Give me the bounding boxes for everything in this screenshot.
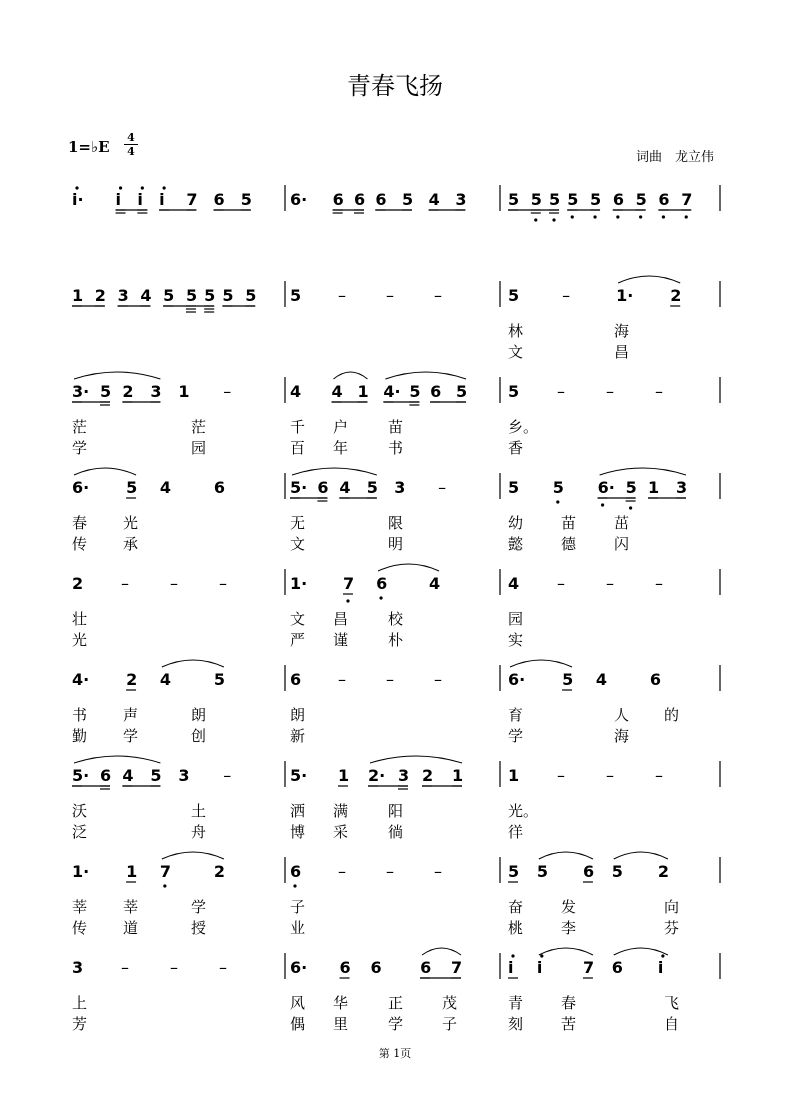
note: 1· <box>616 286 634 305</box>
note-dash: – <box>655 766 663 785</box>
slur <box>334 372 368 379</box>
note-dash: – <box>338 862 346 881</box>
note: 6 <box>611 958 623 977</box>
note-dash: – <box>338 286 346 305</box>
note: 5 <box>185 286 198 305</box>
note: 7 <box>186 190 198 209</box>
note: 6· <box>72 478 90 497</box>
lyric-char: 业 <box>290 919 306 937</box>
lyric-char: 土 <box>191 802 207 820</box>
note: 5 <box>163 286 175 305</box>
note: 2 <box>126 670 138 689</box>
slur <box>370 756 462 763</box>
lyric-char: 光 <box>123 514 139 532</box>
lyric-char: 满 <box>333 802 349 820</box>
lyric-char: 奋 <box>508 898 524 916</box>
lyric-char: 徜 <box>388 823 404 841</box>
note-dash: – <box>121 574 129 593</box>
note: 4 <box>290 382 302 401</box>
note: 6 <box>649 670 662 689</box>
note: 5 <box>508 478 520 497</box>
low-octave-dot <box>571 215 574 218</box>
note: 2 <box>670 286 682 305</box>
lyric-char: 明 <box>388 535 404 553</box>
note: 5 <box>508 286 520 305</box>
note: 5 <box>222 286 234 305</box>
high-octave-dot <box>141 186 144 189</box>
note: 6 <box>370 958 382 977</box>
note: 1 <box>508 766 520 785</box>
lyric-char: 新 <box>290 727 306 745</box>
note: 5 <box>590 190 602 209</box>
note: 6 <box>658 190 670 209</box>
lyric-char: 芬 <box>664 919 680 937</box>
note: 4 <box>508 574 520 593</box>
lyric-char: 育 <box>508 706 524 724</box>
note: 5 <box>456 382 468 401</box>
lyric-char: 沃 <box>72 802 88 820</box>
lyric-char: 茫 <box>191 418 207 436</box>
note: 3 <box>72 958 84 977</box>
note: 1· <box>72 862 90 881</box>
note: 5 <box>508 190 520 209</box>
note: 5 <box>290 286 302 305</box>
lyric-char: 茫 <box>72 418 88 436</box>
high-octave-dot <box>75 186 78 189</box>
note-dash: – <box>386 670 394 689</box>
note: 6 <box>100 766 112 785</box>
lyric-char: 千 <box>290 418 306 436</box>
note: i <box>115 190 122 209</box>
note: 1 <box>357 382 369 401</box>
note-dash: – <box>562 286 571 305</box>
lyric-char: 风 <box>290 994 306 1012</box>
lyric-char: 学 <box>508 727 524 745</box>
lyric-char: 传 <box>72 535 88 553</box>
note: i· <box>72 190 84 209</box>
note: 6 <box>290 862 302 881</box>
lyric-char: 舟 <box>191 823 207 841</box>
lyric-char: 洒 <box>290 802 306 820</box>
note: 2 <box>72 574 84 593</box>
note: 5· <box>72 766 90 785</box>
note: 3· <box>72 382 90 401</box>
lyric-char: 文 <box>508 343 524 361</box>
low-octave-dot <box>685 215 688 218</box>
lyric-char: 林 <box>508 322 524 340</box>
note: 6 <box>339 958 351 977</box>
note: 6 <box>430 382 442 401</box>
note: 6 <box>375 190 387 209</box>
lyric-char: 承 <box>123 535 139 553</box>
note: 5 <box>508 862 520 881</box>
lyric-char: 德 <box>561 535 577 553</box>
note: 3 <box>117 286 129 305</box>
lyric-char: 昌 <box>333 610 349 628</box>
note: 1 <box>452 766 464 785</box>
note: 5 <box>530 190 542 209</box>
note: 5 <box>536 862 548 881</box>
lyric-char: 茂 <box>442 994 458 1012</box>
note: 4· <box>383 382 401 401</box>
note-dash: – <box>438 478 447 497</box>
low-octave-dot <box>379 596 382 599</box>
note: 2· <box>368 766 386 785</box>
note-dash: – <box>170 574 178 593</box>
note-dash: – <box>170 958 178 977</box>
lyric-char: 限 <box>388 514 404 532</box>
note-dash: – <box>557 382 565 401</box>
lyric-char: 向 <box>664 898 680 916</box>
note: 6 <box>332 190 344 209</box>
low-octave-dot <box>293 884 296 887</box>
note: 5 <box>100 382 112 401</box>
lyric-char: 昌 <box>614 343 630 361</box>
note: 6 <box>612 190 624 209</box>
lyric-char: 正 <box>388 994 404 1012</box>
lyric-char: 学 <box>72 439 88 457</box>
lyric-char: 园 <box>191 439 207 457</box>
note-dash: – <box>557 574 565 593</box>
note: i <box>159 190 165 209</box>
lyric-char: 书 <box>72 706 88 724</box>
note: 6· <box>508 670 526 689</box>
note: 5 <box>611 862 623 881</box>
lyric-char: 莘 <box>123 898 139 916</box>
slur <box>539 948 593 955</box>
slur <box>422 948 461 955</box>
slur <box>74 756 160 763</box>
lyric-char: 苗 <box>561 514 577 532</box>
note: 6 <box>354 190 366 209</box>
slur <box>162 660 224 667</box>
lyric-char: 创 <box>191 727 207 745</box>
lyric-char: 光。 <box>508 802 539 820</box>
slur <box>510 660 572 667</box>
low-octave-dot <box>616 215 619 218</box>
note-dash: – <box>223 382 232 401</box>
note: 6 <box>290 670 302 689</box>
note-dash: – <box>606 766 614 785</box>
lyric-char: 传 <box>72 919 88 937</box>
note-dash: – <box>121 958 129 977</box>
lyric-char: 飞 <box>664 994 680 1012</box>
lyric-char: 年 <box>333 439 349 457</box>
note-dash: – <box>655 574 663 593</box>
note: 4 <box>159 478 172 497</box>
note-dash: – <box>219 958 227 977</box>
lyric-char: 校 <box>388 610 404 628</box>
composer-credit: 词曲 龙立伟 <box>636 150 715 165</box>
note: 2 <box>213 862 226 881</box>
note: 3 <box>394 478 406 497</box>
slur <box>378 564 439 571</box>
note-dash: – <box>338 670 346 689</box>
lyric-char: 泛 <box>72 823 88 841</box>
low-octave-dot <box>552 218 555 221</box>
slur <box>74 468 136 475</box>
low-octave-dot <box>629 506 632 509</box>
note: 1 <box>126 862 138 881</box>
slur <box>292 468 377 475</box>
note-dash: – <box>557 766 565 785</box>
note-dash: – <box>434 670 442 689</box>
lyric-char: 桃 <box>508 919 524 937</box>
note: 5 <box>409 382 421 401</box>
note: 6· <box>290 190 308 209</box>
note: 5 <box>552 478 564 497</box>
lyric-char: 偶 <box>290 1015 306 1033</box>
note: 5 <box>549 190 561 209</box>
note: 5 <box>567 190 579 209</box>
note: 7 <box>451 958 463 977</box>
note: 5 <box>562 670 574 689</box>
time-signature-top: 4 <box>127 131 135 144</box>
high-octave-dot <box>163 186 166 189</box>
note: 5· <box>290 766 308 785</box>
lyric-char: 园 <box>508 610 524 628</box>
lyric-char: 博 <box>290 823 306 841</box>
slur <box>614 948 668 955</box>
note: 5 <box>240 190 252 209</box>
note: 6· <box>290 958 308 977</box>
note: 4 <box>429 574 441 593</box>
low-octave-dot <box>346 599 349 602</box>
low-octave-dot <box>601 503 604 506</box>
note: 5 <box>366 478 378 497</box>
lyric-char: 学 <box>388 1015 404 1033</box>
lyric-char: 青 <box>508 994 524 1012</box>
lyric-char: 自 <box>664 1015 680 1033</box>
lyric-char: 百 <box>290 439 306 457</box>
note: 2 <box>94 286 106 305</box>
note: i <box>657 958 664 977</box>
lyric-char: 朗 <box>290 706 306 724</box>
low-octave-dot <box>662 215 665 218</box>
lyric-char: 学 <box>191 898 207 916</box>
lyric-char: 海 <box>614 322 630 340</box>
note: 6· <box>597 478 615 497</box>
high-octave-dot <box>511 954 514 957</box>
note: i <box>508 958 514 977</box>
lyric-char: 海 <box>614 727 630 745</box>
note: 1 <box>648 478 660 497</box>
lyric-char: 李 <box>561 919 577 937</box>
high-octave-dot <box>540 954 543 957</box>
slur <box>614 852 668 859</box>
note: 5 <box>508 382 520 401</box>
slur <box>385 372 466 379</box>
low-octave-dot <box>556 500 559 503</box>
lyric-char: 的 <box>664 706 680 724</box>
lyric-char: 华 <box>333 994 349 1012</box>
note: 4· <box>72 670 90 689</box>
lyric-char: 文 <box>290 535 306 553</box>
low-octave-dot <box>534 218 537 221</box>
note: 5 <box>625 478 637 497</box>
low-octave-dot <box>163 884 166 887</box>
lyric-char: 刻 <box>508 1015 524 1033</box>
note: 4 <box>159 670 172 689</box>
high-octave-dot <box>661 954 664 957</box>
lyric-char: 道 <box>123 919 139 937</box>
lyric-char: 乡。 <box>508 418 539 436</box>
note-dash: – <box>386 862 394 881</box>
lyric-char: 严 <box>290 631 306 649</box>
lyric-char: 子 <box>442 1015 458 1033</box>
lyric-char: 声 <box>123 706 139 724</box>
note: 6 <box>376 574 388 593</box>
note: 3 <box>398 766 410 785</box>
lyric-char: 授 <box>191 919 207 937</box>
note: 3 <box>455 190 467 209</box>
note: 4 <box>140 286 152 305</box>
note: 4 <box>339 478 351 497</box>
lyric-char: 勤 <box>72 727 88 745</box>
note: 4 <box>331 382 343 401</box>
lyric-char: 户 <box>333 418 349 436</box>
note: 5 <box>402 190 414 209</box>
slur <box>618 276 680 283</box>
note: 1 <box>72 286 84 305</box>
note: 1 <box>178 382 190 401</box>
note-dash: – <box>655 382 663 401</box>
note: 6 <box>213 190 225 209</box>
lyric-char: 幼 <box>508 514 524 532</box>
lyric-char: 懿 <box>508 535 524 553</box>
note: 7 <box>342 574 355 593</box>
lyric-char: 阳 <box>388 802 404 820</box>
note-dash: – <box>386 286 394 305</box>
lyric-char: 上 <box>72 994 88 1012</box>
key-signature: 1=♭E <box>68 138 110 156</box>
note: 2 <box>657 862 670 881</box>
lyric-char: 闪 <box>614 535 630 553</box>
lyric-char: 无 <box>290 514 306 532</box>
lyric-char: 苦 <box>561 1015 577 1033</box>
note: 5· <box>290 478 308 497</box>
slur <box>600 468 686 475</box>
note: 1 <box>338 766 350 785</box>
note: 6 <box>582 862 595 881</box>
note: 4 <box>595 670 608 689</box>
note: 3 <box>150 382 162 401</box>
note-dash: – <box>223 766 232 785</box>
note: 5 <box>245 286 257 305</box>
note: 4 <box>428 190 440 209</box>
lyric-char: 采 <box>333 823 349 841</box>
lyric-char: 书 <box>388 439 404 457</box>
lyric-char: 学 <box>123 727 139 745</box>
note: 7 <box>582 958 595 977</box>
lyric-char: 春 <box>561 994 577 1012</box>
note: 1· <box>290 574 308 593</box>
note-dash: – <box>606 382 614 401</box>
lyric-char: 光 <box>72 631 88 649</box>
slur <box>539 852 593 859</box>
lyric-char: 壮 <box>72 610 88 628</box>
lyric-char: 莘 <box>72 898 88 916</box>
low-octave-dot <box>639 215 642 218</box>
note: 6 <box>213 478 226 497</box>
lyric-char: 子 <box>290 898 306 916</box>
note: 2 <box>422 766 434 785</box>
lyric-char: 谨 <box>333 631 349 649</box>
note: 6 <box>317 478 329 497</box>
song-title: 青春飞扬 <box>347 72 443 100</box>
page-footer: 第 1页 <box>378 1047 412 1060</box>
low-octave-dot <box>593 215 596 218</box>
note: 3 <box>178 766 190 785</box>
lyric-char: 苗 <box>388 418 404 436</box>
note: 5 <box>213 670 226 689</box>
lyric-char: 实 <box>508 631 524 649</box>
note: 5 <box>204 286 216 305</box>
note: i <box>536 958 543 977</box>
note: 3 <box>676 478 688 497</box>
time-signature-bottom: 4 <box>127 145 135 158</box>
lyric-char: 发 <box>561 898 577 916</box>
lyric-char: 人 <box>614 706 630 724</box>
note: i <box>137 190 143 209</box>
lyric-char: 里 <box>333 1015 349 1033</box>
note: 7 <box>681 190 693 209</box>
note: 6 <box>420 958 432 977</box>
lyric-char: 朴 <box>388 631 404 649</box>
lyric-char: 朗 <box>191 706 207 724</box>
note-dash: – <box>434 862 442 881</box>
lyric-char: 文 <box>290 610 306 628</box>
note: 7 <box>159 862 172 881</box>
lyric-char: 茁 <box>614 514 630 532</box>
note-dash: – <box>219 574 227 593</box>
lyric-char: 春 <box>72 514 88 532</box>
lyric-char: 香 <box>508 439 524 457</box>
slur <box>74 372 160 379</box>
note: 5 <box>635 190 647 209</box>
slur <box>162 852 224 859</box>
lyric-char: 徉 <box>508 823 524 841</box>
note: 2 <box>122 382 134 401</box>
note: 4 <box>122 766 134 785</box>
note-dash: – <box>606 574 614 593</box>
note: 5 <box>150 766 162 785</box>
lyric-char: 芳 <box>72 1015 88 1033</box>
high-octave-dot <box>119 186 122 189</box>
note: 5 <box>126 478 138 497</box>
note-dash: – <box>434 286 442 305</box>
